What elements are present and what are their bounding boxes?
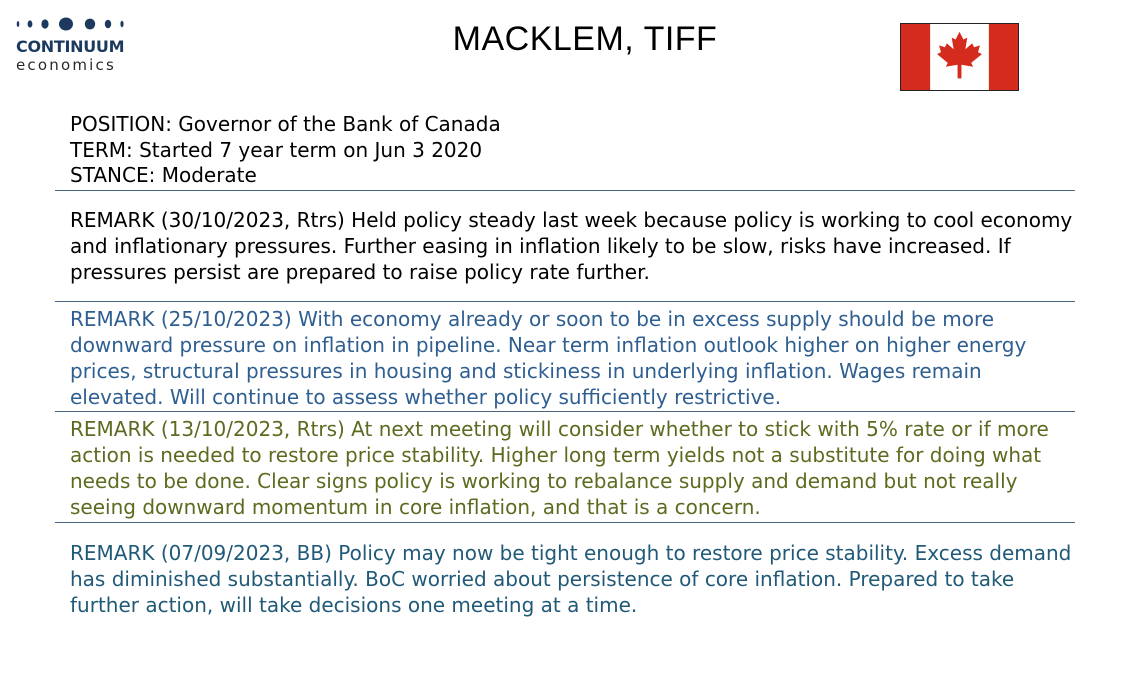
continuum-economics-logo xyxy=(16,14,156,76)
divider xyxy=(55,301,1075,302)
logo-subtitle: economics xyxy=(16,56,116,74)
remark-item: REMARK (07/09/2023, BB) Policy may now be tight enough to restore price stability. Excess demand has diminished substantially. BoC worried about persistence of core inflation. Prepared to take further action, will take decisions one meeting at a time. xyxy=(70,541,1072,617)
logo-dots-icon xyxy=(16,14,136,36)
remark-item: REMARK (25/10/2023) With economy already or soon to be in excess supply should be more downward pressure on inflation in pipeline. Near term inflation outlook higher on higher energy prices, structural pressures in housing and stickiness in underlying inflation. Wages remain elevated. Will continue to assess whether policy sufficiently restrictive. xyxy=(70,307,1027,409)
canada-flag-icon xyxy=(900,23,1019,91)
position-line: POSITION: Governor of the Bank of Canada xyxy=(70,112,501,136)
remark-item: REMARK (30/10/2023, Rtrs) Held policy steady last week because policy is working to cool economy and inflationary pressures. Further easing in inflation likely to be slow, risks have increased. If pressures persist are prepared to raise policy rate further. xyxy=(70,208,1073,284)
divider xyxy=(55,411,1075,412)
stance-line: STANCE: Moderate xyxy=(70,163,257,187)
divider xyxy=(55,522,1075,523)
profile-section xyxy=(70,112,501,189)
logo-wordmark: CONTINUUM xyxy=(16,37,125,56)
divider xyxy=(55,190,1075,191)
page-title: MACKLEM, TIFF xyxy=(452,20,718,58)
remark-item: REMARK (13/10/2023, Rtrs) At next meeting will consider whether to stick with 5% rate or if more action is needed to restore price stability. Higher long term yields not a substitute for doing what needs to be done. Clear signs policy is working to rebalance supply and demand but not really seeing downward momentum in core inflation, and that is a concern. xyxy=(70,417,1049,519)
term-line: TERM: Started 7 year term on Jun 3 2020 xyxy=(70,137,483,162)
